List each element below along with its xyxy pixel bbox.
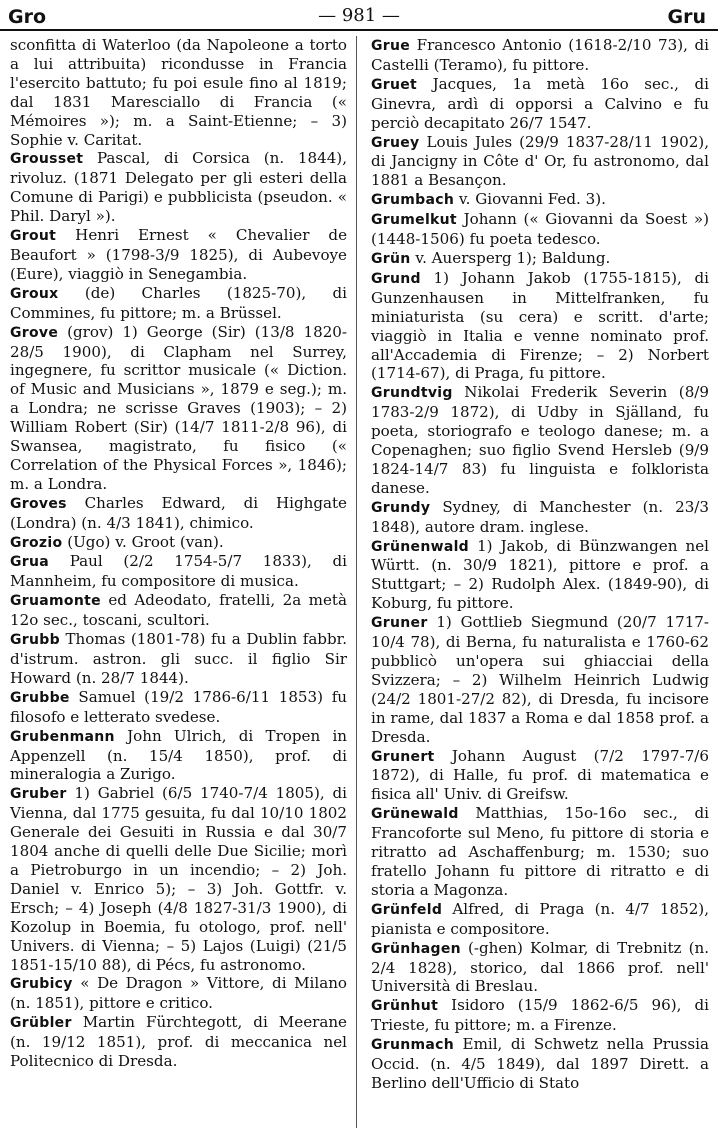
dictionary-entry [371,498,709,537]
dictionary-entry [10,552,347,591]
entry-text: ed Adeodato, fratelli, 2a metà 12o sec., toscani, scultori. [10,591,347,630]
entry-headword: Grubbe [10,689,70,706]
dictionary-entry [371,269,709,383]
entry-text: Charles Edward, di Highgate (Londra) (n. 4/3 1841), chimico. [10,493,347,532]
right-column [371,36,709,1093]
dictionary-entry [10,784,347,974]
column-divider [356,36,357,1128]
entry-headword: Gruber [10,786,67,803]
entry-text: Isidoro (15/9 1862-6/5 96), di Trieste, fu pittore; m. a Firenze. [371,996,709,1035]
entry-text: 1) Jakob, di Bünzwangen nel Württ. (n. 30/9 1821), pittore e prof. a Stuttgart; – 2) Rudolph Alex. (1849-90), di Koburg, fu pittore. [371,536,709,613]
dictionary-entry [10,226,347,284]
entry-headword: Groves [10,495,67,512]
entry-headword: Grout [10,228,57,245]
entry-headword: Grunert [371,748,435,765]
header-right-guide-word: Gru [667,6,706,28]
dictionary-entry [371,1035,709,1093]
dictionary-entry [10,591,347,630]
page-number: — 981 — [318,5,400,26]
dictionary-entry [10,533,347,553]
entry-headword: Grousset [10,151,84,168]
entry-headword: Grundtvig [371,385,453,402]
entry-text: 1) Johann Jakob (1755-1815), di Gunzenhausen in Mittelfranken, fu miniaturista (su cera) e scritt. d'arte; viaggiò in Italia e venne nominato prof. all'Accademia di Firenze; – 2) Norbert (1714-67), di Praga, fu pittore. [371,268,709,383]
dictionary-entry [10,974,347,1013]
entry-headword: Grünewald [371,806,459,823]
dictionary-entry [10,494,347,533]
header-rule [0,29,718,31]
entry-text: Matthias, 15o-16o sec., di Francoforte sul Meno, fu pittore di storia e ritratto ad Aschaffenburg; m. 1530; suo fratello Johann fu pittore di ritratto e di storia a Magonza. [371,804,709,899]
entry-text: Martin Fürchtegott, di Meerane (n. 19/12 1851), prof. di meccanica nel Politecnico di Dresda. [10,1013,347,1071]
dictionary-entry [371,613,709,746]
entry-headword: Gruet [371,76,418,93]
dictionary-entry [371,190,709,210]
entry-headword: Grua [10,554,50,571]
entry-text: Thomas (1801-78) fu a Dublin fabbr. d'istrum. astron. gli succ. il figlio Sir Howard (n. 28/7 1844). [10,630,347,687]
entry-headword: Grubicy [10,976,73,993]
dictionary-entry [371,75,709,133]
entry-text: Nikolai Frederik Severin (8/9 1783-2/9 1872), di Udby in Själland, fu poeta, storiografo e teologo danese; m. a Copenaghen; suo figlio Svend Hersleb (9/9 1824-14/7 83) fu linguista e folklorista danese. [371,383,709,497]
dictionary-entry [371,996,709,1035]
entry-headword: Grübler [10,1015,72,1032]
dictionary-entry [371,210,709,249]
dictionary-entry [10,36,347,149]
dictionary-entry [10,323,347,494]
entry-headword: Grünhut [371,998,439,1015]
dictionary-entry [10,688,347,727]
entry-text: « De Dragon » Vittore, di Milano (n. 1851), pittore e critico. [10,974,347,1013]
entry-text: v. Auersperg 1); Baldung. [410,248,611,267]
dictionary-entry [371,133,709,191]
entry-headword: Grundy [371,499,431,516]
entry-text: Paul (2/2 1754-5/7 1833), di Mannheim, fu compositore di musica. [10,552,347,591]
dictionary-entry [371,537,709,614]
entry-headword: Grünfeld [371,901,443,918]
entry-text: Louis Jules (29/9 1837-28/11 1902), di Jancigny in Côte d' Or, fu astronomo, dal 1881 a Besançon. [371,132,709,190]
header-left-guide-word: Gro [8,6,47,28]
entry-headword: Grünhagen [371,940,461,957]
entry-headword: Grubenmann [10,728,115,745]
entry-text: Pascal, di Corsica (n. 1844), rivoluz. (1871 Delegato per gli esteri della Comune di Parigi) e pubblicista (pseudon. « Phil. Daryl »). [10,149,347,226]
dictionary-entry [371,36,709,75]
entry-text: 1) Gabriel (6/5 1740-7/4 1805), di Vienna, dal 1775 gesuita, fu dal 10/10 1802 Generale dei Gesuiti in Russia e dal 30/7 1804 anche di quelli delle Due Sicilie; morì a Pietroburgo in un incendio; – 2) Joh. Daniel v. Enrico 5); – 3) Joh. Gottfr. v. Ersch; – 4) Joseph (4/8 1827-31/3 1900), di Kozolup in Boemia, fu otologo, prof. nell' Univers. di Vienna; – 5) Lajos (Luigi) (21/5 1851-15/10 88), di Pécs, fu astronomo. [10,784,347,974]
entry-headword: Grove [10,324,59,341]
dictionary-entry [371,804,709,900]
entry-headword: Gruamonte [10,593,101,610]
entry-headword: Gruner [371,615,428,632]
entry-text: (-ghen) Kolmar, di Trebnitz (n. 2/4 1828), storico, dal 1866 prof. nell' Università di Breslau. [371,938,709,996]
entry-headword: Grozio [10,534,63,551]
entry-text: 1) Gottlieb Siegmund (20/7 1717-10/4 78), di Berna, fu naturalista e 1760-62 pubblicò un'opera sui ghiacciai della Svizzera; – 2) Wilhelm Heinrich Ludwig (24/2 1801-27/2 82), di Dresda, fu incisore in rame, dal 1837 a Roma e dal 1858 prof. a Dresda. [371,613,709,746]
page-header [0,0,718,30]
entry-headword: Grund [371,270,421,287]
dictionary-entry [371,249,709,269]
entry-headword: Grumbach [371,192,455,209]
left-column [10,36,347,1071]
entry-text: Alfred, di Praga (n. 4/7 1852), pianista e compositore. [371,899,709,938]
entry-headword: Grunmach [371,1037,455,1054]
entry-text: Emil, di Schwetz nella Prussia Occid. (n. 4/5 1849), dal 1897 Dirett. a Berlino dell'Ufficio di Stato [371,1035,709,1092]
entry-text: sconfitta di Waterloo (da Napoleone a torto a lui attribuita) ricondusse in Francia l'esercito battuto; fu poi esule fino al 1819; dal 1831 Maresciallo di Francia (« Mémoires »); m. a Saint-Etienne; – 3) Sophie v. Caritat. [10,36,347,149]
entry-headword: Groux [10,285,59,302]
dictionary-entry [10,630,347,688]
entry-headword: Grubb [10,632,60,649]
dictionary-entry [10,149,347,226]
entry-headword: Grünenwald [371,538,469,555]
dictionary-entry [10,284,347,323]
dictionary-entry [371,383,709,497]
dictionary-entry [371,747,709,805]
entry-headword: Grue [371,38,411,54]
dictionary-entry [371,939,709,997]
entry-headword: Grün [371,250,411,267]
entry-text: Sydney, di Manchester (n. 23/3 1848), autore dram. inglese. [371,497,709,536]
entry-text: (de) Charles (1825-70), di Commines, fu pittore; m. a Brüssel. [10,283,347,322]
dictionary-entry [10,727,347,785]
entry-headword: Grumelkut [371,212,457,229]
entry-text: John Ulrich, di Tropen in Appenzell (n. 15/4 1850), prof. di mineralogia a Zurigo. [10,726,347,784]
entry-text: Johann August (7/2 1797-7/6 1872), di Halle, fu prof. di matematica e fisica all' Univ. di Greifsw. [371,746,709,804]
entry-text: Samuel (19/2 1786-6/11 1853) fu filosofo e letterato svedese. [10,687,347,726]
entry-text: (grov) 1) George (Sir) (13/8 1820-28/5 1900), di Clapham nel Surrey, ingegnere, fu scrittor musicale (« Diction. of Music and Musicians », 1879 e seg.); m. a Londra; ne scrisse Graves (1903); – 2) William Robert (Sir) (14/7 1811-2/8 96), di Swansea, magistrato, fu fisico (« Correlation of the Physical Forces », 1846); m. a Londra. [10,322,347,493]
entry-text: Henri Ernest « Chevalier de Beaufort » (1798-3/9 1825), di Aubevoye (Eure), viaggiò in Senegambia. [10,226,347,283]
entry-text: Johann (« Giovanni da Soest ») (1448-1506) fu poeta tedesco. [371,210,709,249]
dictionary-entry [371,900,709,939]
entry-text: (Ugo) v. Groot (van). [62,532,224,551]
entry-text: v. Giovanni Fed. 3). [454,190,606,209]
entry-headword: Gruey [371,134,420,151]
dictionary-entry [10,1013,347,1071]
entry-text: Jacques, 1a metà 16o sec., di Ginevra, ardì di opporsi a Calvino e fu perciò decapitato 26/7 1547. [371,74,709,132]
entry-text: Francesco Antonio (1618-2/10 73), di Castelli (Teramo), fu pittore. [371,36,709,74]
